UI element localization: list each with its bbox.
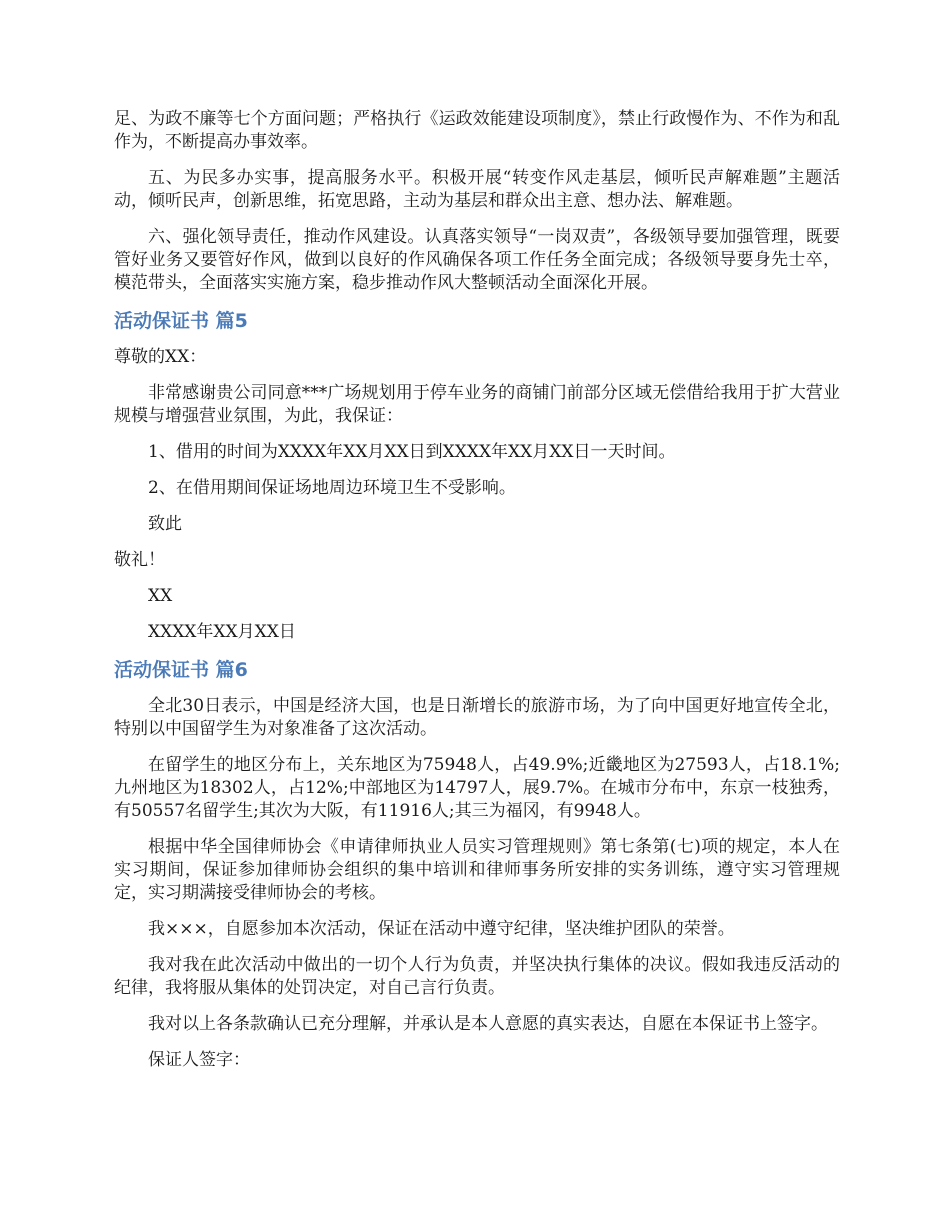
section-6-paragraph-5: 我对我在此次活动中做出的一切个人行为负责，并坚决执行集体的决议。假如我违反活动的纪律，我将服从集体的处罚决定，对自己言行负责。 [114,955,840,998]
salute-line: 敬礼！ [114,550,165,570]
section-6-paragraph-6: 我对以上各条款确认已充分理解，并承认是本人意愿的真实表达，自愿在本保证书上签字。 [148,1014,828,1034]
section-6-heading: 活动保证书 篇6 [114,659,248,681]
signer-name: XX [148,586,173,606]
section-6-paragraph-4: 我×××，自愿参加本次活动，保证在活动中遵守纪律，坚决维护团队的荣誉。 [148,919,735,939]
guarantee-item-2: 2、在借用期间保证场地周边环境卫生不受影响。 [148,478,516,498]
section-5-heading: 活动保证书 篇5 [114,310,248,332]
closing-line: 致此 [148,514,182,534]
continued-paragraph: 足、为政不廉等七个方面问题；严格执行《运政效能建设项制度》，禁止行政慢作为、不作为和乱作为，不断提高办事效率。 [114,109,840,152]
section-6-paragraph-2: 在留学生的地区分布上，关东地区为75948人，占49.9%;近畿地区为27593人，占18.1%;九州地区为18302人，占12%;中部地区为14797人，展9.7%。在城市分布中，东京一枝独秀，有50557名留学生;其次为大阪，有11916人;其三为福冈，有9948人。 [114,755,840,821]
point-six-paragraph: 六、强化领导责任，推动作风建设。认真落实领导“一岗双责”，各级领导要加强管理，既要管好业务又要管好作风，做到以良好的作风确保各项工作任务全面完成；各级领导要身先士卒，模范带头，全面落实实施方案，稳步推动作风大整顿活动全面深化开展。 [114,227,840,293]
section-6-paragraph-3: 根据中华全国律师协会《申请律师执业人员实习管理规则》第七条第(七)项的规定，本人在实习期间，保证参加律师协会组织的集中培训和律师事务所安排的实务训练，遵守实习管理规定，实习期满接受律师协会的考核。 [114,837,840,903]
signature-label: 保证人签字： [148,1050,250,1070]
document-page [114,108,840,1085]
intro-paragraph: 非常感谢贵公司同意***广场规划用于停车业务的商铺门前部分区域无偿借给我用于扩大营业规模与增强营业氛围，为此，我保证： [114,383,840,426]
section-6-paragraph-1: 全北30日表示，中国是经济大国，也是日渐增长的旅游市场，为了向中国更好地宣传全北，特别以中国留学生为对象准备了这次活动。 [114,696,840,739]
salutation: 尊敬的XX： [114,347,207,367]
point-five-paragraph: 五、为民多办实事，提高服务水平。积极开展“转变作风走基层，倾听民声解难题”主题活动，倾听民声，创新思维，拓宽思路，主动为基层和群众出主意、想办法、解难题。 [114,168,840,211]
signed-date: XXXX年XX月XX日 [148,622,296,642]
guarantee-item-1: 1、借用的时间为XXXX年XX月XX日到XXXX年XX月XX日一天时间。 [148,442,676,462]
